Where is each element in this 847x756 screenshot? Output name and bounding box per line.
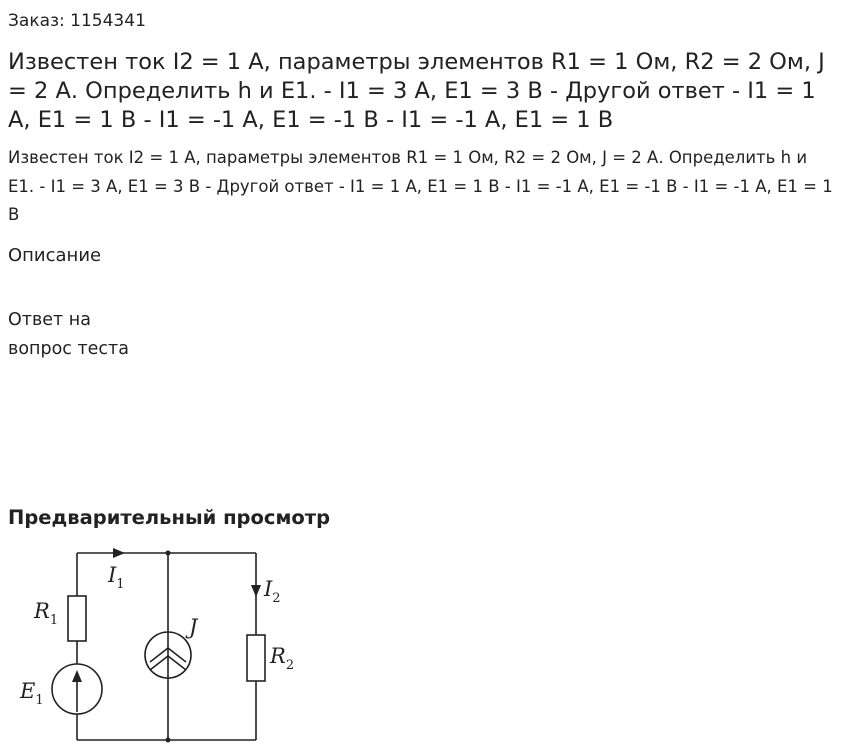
resistor-r2 xyxy=(247,635,265,681)
answer-line-1: Ответ на xyxy=(8,310,91,330)
current-arrow-i2 xyxy=(251,585,261,597)
resistor-r1 xyxy=(68,596,86,641)
description-heading: Описание xyxy=(8,245,102,266)
circuit-diagram xyxy=(14,542,314,748)
label-r1: $R_1$ xyxy=(34,599,59,628)
label-i2: $I_2$ xyxy=(264,577,281,606)
current-arrow-i1 xyxy=(113,548,125,558)
order-number: Заказ: 1154341 xyxy=(8,11,146,31)
description-content xyxy=(8,306,129,363)
question-text: Известен ток I2 = 1 А, параметры элементов R1 = 1 Ом, R2 = 2 Ом, J = 2 А. Определить h и E1. - I1 = 3 А, E1 = 3 В - Другой ответ - I1 = 1 А, E1 = 1 В - I1 = -1 А, E1 = -1 В - I1 = -1 А, E1 = 1 В xyxy=(8,148,833,224)
preview-heading: Предварительный просмотр xyxy=(8,506,331,529)
answer-line-2: вопрос теста xyxy=(8,338,129,359)
voltage-source-e1 xyxy=(52,664,102,714)
node-bottom xyxy=(166,738,171,743)
label-j: J xyxy=(189,615,198,639)
label-i1: $I_1$ xyxy=(108,563,125,592)
label-e1: $E_1$ xyxy=(20,679,44,708)
label-r2: $R_2$ xyxy=(270,644,295,673)
node-top xyxy=(166,551,171,556)
page-title: Известен ток I2 = 1 А, параметры элементов R1 = 1 Ом, R2 = 2 Ом, J = 2 А. Определить h и E1. - I1 = 3 А, E1 = 3 В - Другой ответ - I1 = 1 А, E1 = 1 В - I1 = -1 А, E1 = -1 В - I1 = -1 А, E1 = 1 В xyxy=(8,49,825,133)
current-source-j xyxy=(145,632,191,678)
